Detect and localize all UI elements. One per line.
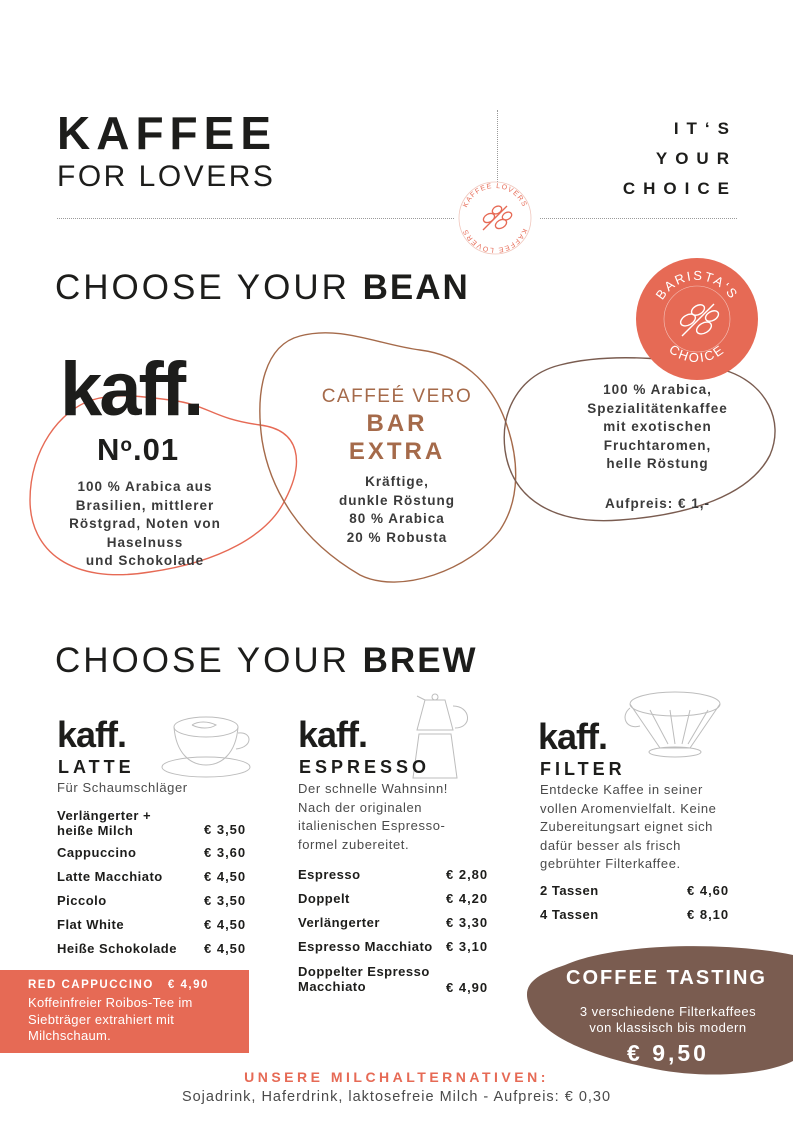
- bean-section-title: [55, 270, 470, 305]
- espresso-item-5-name: Doppelter Espresso Macchiato: [298, 964, 430, 994]
- red-cappuccino-description: Koffeinfreier Roibos-Tee im Siebträger extrahiert mit Milchschaum.: [28, 995, 193, 1043]
- tagline-line-2: YOUR: [655, 149, 737, 168]
- espresso-item-4-name: Espresso Macchiato: [298, 939, 433, 954]
- filter-item-2-name: 4 Tassen: [540, 907, 599, 922]
- filter-title: FILTER: [540, 759, 626, 779]
- red-cappuccino-box: [0, 970, 249, 1053]
- filter-kaff-logo: kaff.: [538, 716, 608, 757]
- espresso-item-2-name: Doppelt: [298, 891, 350, 906]
- bean-title-bold: BEAN: [362, 268, 470, 307]
- milk-alternatives-text: Sojadrink, Haferdrink, laktosefreie Milch - Aufpreis: € 0,30: [181, 1089, 612, 1105]
- tagline-line-1: IT‘S: [673, 119, 737, 138]
- stamp-text-top: KAFFEE LOVERS: [462, 182, 528, 209]
- red-cappuccino-heading: [28, 979, 239, 991]
- latte-item-1-price: € 3,50: [204, 822, 247, 837]
- espresso-item-3-price: € 3,30: [446, 915, 489, 930]
- latte-item-4-price: € 3,50: [204, 893, 247, 908]
- latte-item-6-name: Heiße Schokolade: [57, 941, 177, 956]
- kaff-logo-large: kaff.: [60, 347, 202, 432]
- header-divider-right: [540, 218, 737, 219]
- latte-title: LATTE: [58, 757, 135, 777]
- latte-item-1-name: Verlängerter + heiße Milch: [57, 808, 152, 838]
- kaff-number-prefix: N: [97, 432, 121, 467]
- latte-item-3-price: € 4,50: [204, 869, 247, 884]
- kaff-number-sup: o: [120, 435, 133, 456]
- espresso-item-5-price: € 4,90: [446, 980, 489, 995]
- coffee-tasting-price: € 9,50: [627, 1040, 709, 1066]
- kaffee-lovers-stamp: [455, 180, 535, 256]
- red-cappuccino-price: € 4,90: [167, 979, 209, 991]
- coffee-tasting-title: COFFEE TASTING: [566, 967, 767, 989]
- baristas-choice-badge: [636, 258, 758, 380]
- filter-item-1-price: € 4,60: [687, 883, 730, 898]
- latte-item-5-price: € 4,50: [204, 917, 247, 932]
- kaff-bean-description: 100 % Arabica aus Brasilien, mittlerer Röstgrad, Noten von Haselnuss und Schokolade: [69, 479, 221, 568]
- barista-surcharge: Aufpreis: € 1,-: [604, 496, 711, 511]
- vero-bean-description: Kräftige, dunkle Röstung 80 % Arabica 20 % Robusta: [339, 474, 455, 545]
- vero-bean-variety: BAR EXTRA: [348, 410, 446, 465]
- espresso-title: ESPRESSO: [299, 757, 431, 777]
- filter-description: Entdecke Kaffee in seiner vollen Aromenvielfalt. Keine Zubereitungsart eignet sich dafür besser als frisch gebrühter Filterkaffee.: [540, 782, 717, 871]
- espresso-item-1-name: Espresso: [298, 867, 361, 882]
- kaff-number-suffix: .01: [133, 432, 180, 467]
- latte-item-5-name: Flat White: [57, 917, 125, 932]
- espresso-item-1-price: € 2,80: [446, 867, 489, 882]
- espresso-kaff-logo: kaff.: [298, 714, 368, 755]
- latte-item-4-name: Piccolo: [57, 893, 107, 908]
- espresso-item-3-name: Verlängerter: [298, 915, 380, 930]
- pour-over-dripper-icon: [620, 686, 725, 771]
- stamp-text-bottom: KAFFEE LOVERS: [462, 227, 528, 254]
- latte-description: Für Schaumschläger: [57, 780, 188, 795]
- latte-item-3-name: Latte Macchiato: [57, 869, 163, 884]
- brew-section-title: [55, 643, 478, 678]
- latte-item-2-price: € 3,60: [204, 845, 247, 860]
- latte-item-6-price: € 4,50: [204, 941, 247, 956]
- vero-bean-name: CAFFEÉ VERO: [321, 386, 473, 407]
- badge-text-top: BARISTA‘S: [652, 267, 742, 303]
- espresso-description: Der schnelle Wahnsinn! Nach der originalen italienischen Espresso- formel zubereitet.: [298, 781, 449, 852]
- latte-cup-icon: [160, 705, 260, 780]
- latte-item-2-name: Cappuccino: [57, 845, 137, 860]
- filter-item-2-price: € 8,10: [687, 907, 730, 922]
- menu-subtitle: FOR LOVERS: [57, 160, 276, 193]
- kaff-number: [97, 432, 179, 468]
- tagline-line-3: CHOICE: [622, 179, 737, 198]
- filter-item-1-name: 2 Tassen: [540, 883, 599, 898]
- milk-alternatives-title: UNSERE MILCHALTERNATIVEN:: [244, 1069, 549, 1085]
- barista-bean-description: 100 % Arabica, Spezialitätenkaffee mit exotischen Fruchtaromen, helle Röstung: [587, 382, 728, 471]
- espresso-item-4-price: € 3,10: [446, 939, 489, 954]
- menu-title: KAFFEE: [57, 107, 277, 159]
- badge-text-bottom: CHOICE: [666, 341, 728, 366]
- red-cappuccino-title: RED CAPPUCCINO: [28, 979, 154, 991]
- espresso-item-2-price: € 4,20: [446, 891, 489, 906]
- header-divider-left: [57, 218, 454, 219]
- brew-title-bold: BREW: [362, 641, 478, 680]
- latte-kaff-logo: kaff.: [57, 714, 127, 755]
- bean-title-light: CHOOSE YOUR: [55, 268, 350, 307]
- coffee-tasting-description: 3 verschiedene Filterkaffees von klassisch bis modern: [579, 1004, 757, 1035]
- brew-title-light: CHOOSE YOUR: [55, 641, 350, 680]
- tagline: [623, 114, 737, 204]
